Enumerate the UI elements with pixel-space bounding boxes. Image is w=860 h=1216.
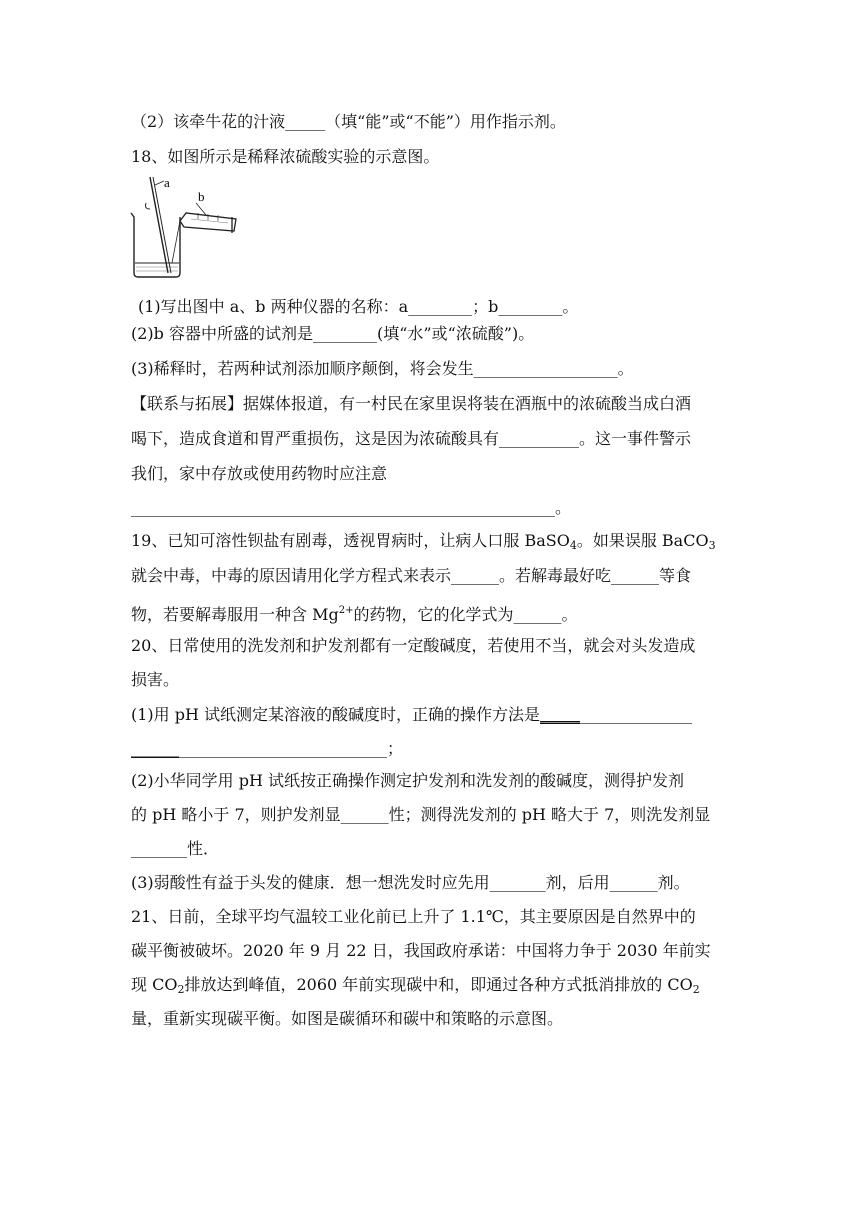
q20-part1 <box>131 704 692 726</box>
q19-subscript-4: 4 <box>569 539 577 552</box>
q21-line3 <box>131 974 700 1001</box>
q19-line3-text-a: 物，若要解毒服用一种含 Mg <box>131 605 339 624</box>
q20-part3: (3)弱酸性有益于头发的健康．想一想洗发时应先用_______剂，后用______剂。 <box>131 873 690 892</box>
q20-part1-rest: ______________ <box>580 705 693 724</box>
q21-line1: 21、日前，全球平均气温较工业化前已上升了 1.1℃，其主要原因是自然界中的 <box>131 907 696 926</box>
q20-line2: 损害。 <box>131 670 180 689</box>
q18-stem: 18、如图所示是稀释浓硫酸实验的示意图。 <box>131 147 440 166</box>
q20-part2-line3: _______性． <box>131 839 220 858</box>
q21-line3-text-a: 现 CO <box>131 975 178 994</box>
q19-superscript: 2+ <box>338 605 354 616</box>
q18-extension-line3: 我们，家中存放或使用药物时应注意 <box>131 464 388 483</box>
q20-part1-blank: _____ <box>540 705 581 724</box>
q21-line2: 碳平衡被破坏。2020 年 9 月 22 日，我国政府承诺：中国将力争于 2030 年前实 <box>131 941 711 960</box>
q20-part1-line2-blank: ______ <box>131 739 179 758</box>
q21-subscript-2: 2 <box>692 983 700 996</box>
label-a: a <box>164 175 170 190</box>
q21-line3-text-b: 排放达到峰值，2060 年前实现碳中和，即通过各种方式抵消排放的 CO <box>184 975 693 994</box>
q18-extension-line2: 喝下，造成食道和胃严重损伤，这是因为浓硫酸具有__________。这一事件警示 <box>131 429 692 448</box>
q18-extension-line4: _____________________________________________________。 <box>131 498 572 517</box>
q20-part1-text: (1)用 pH 试纸测定某溶液的酸碱度时，正确的操作方法是 <box>131 705 541 724</box>
label-b: b <box>198 189 205 204</box>
q18-part3: (3)稀释时，若两种试剂添加顺序颠倒，将会发生__________________。 <box>131 359 634 378</box>
q20-line1: 20、日常使用的洗发剂和护发剂都有一定酸碱度，若使用不当，就会对头发造成 <box>131 636 696 655</box>
q21-subscript-1: 2 <box>177 983 185 996</box>
q18-part1: (1)写出图中 a、b 两种仪器的名称：a________；b________。 <box>138 297 579 316</box>
q19-line1 <box>131 530 716 557</box>
q19-line1-text-b: 。如果误服 BaCO <box>576 531 709 550</box>
q19-line3-text-b: 的药物，它的化学式为______。 <box>353 605 578 624</box>
q21-line4: 量，重新实现碳平衡。如图是碳循环和碳中和策略的示意图。 <box>131 1009 564 1028</box>
q20-part1-line2-rest: __________________________； <box>179 739 404 758</box>
q18-extension-line1: 【联系与拓展】据媒体报道，有一村民在家里误将装在酒瓶中的浓硫酸当成白酒 <box>131 394 692 413</box>
q19-line2: 就会中毒，中毒的原因请用化学方程式来表示______。若解毒最好吃______等食 <box>131 566 692 585</box>
q20-part1-line2 <box>131 738 403 760</box>
q18-part2: (2)b 容器中所盛的试剂是________(填“水”或“浓硫酸”)。 <box>131 324 535 343</box>
q20-part2-line1: (2)小华同学用 pH 试纸按正确操作测定护发剂和洗发剂的酸碱度，测得护发剂 <box>131 771 685 790</box>
q19-line3 <box>131 600 577 626</box>
q17-part2: （2）该牵牛花的汁液_____（填“能”或“不能”）用作指示剂。 <box>131 112 566 131</box>
q19-line1-text-a: 19、已知可溶性钡盐有剧毒，透视胃病时，让病人口服 BaSO <box>131 531 570 550</box>
dilution-apparatus-figure <box>128 175 248 280</box>
q20-part2-line2: 的 pH 略小于 7，则护发剂显______性；测得洗发剂的 pH 略大于 7，则洗发剂显 <box>131 805 711 824</box>
q19-subscript-3: 3 <box>708 539 716 552</box>
